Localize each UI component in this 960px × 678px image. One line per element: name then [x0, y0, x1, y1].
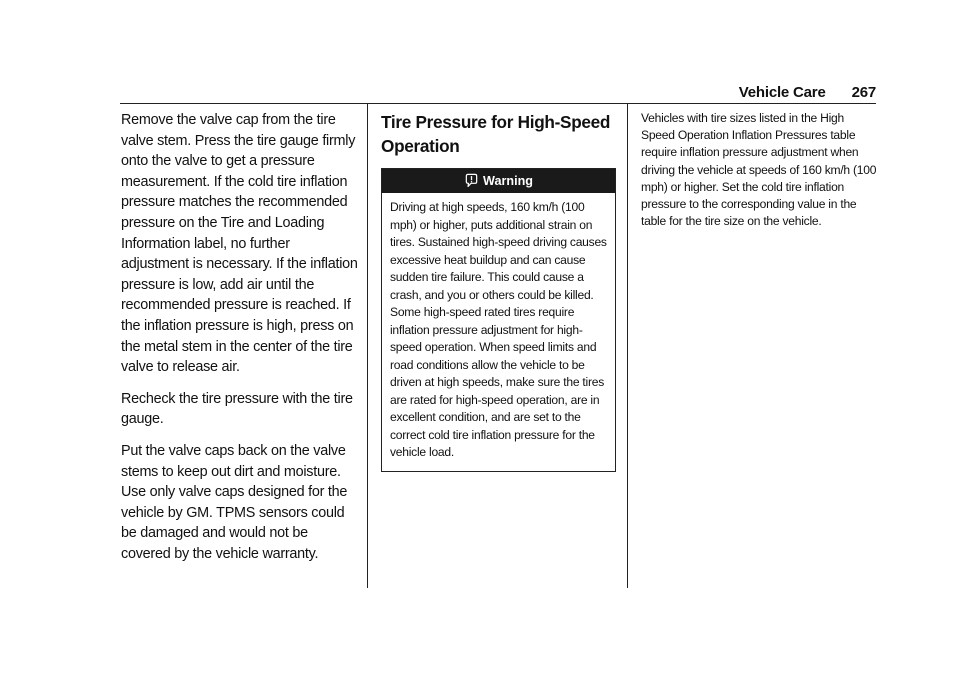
warning-text: Driving at high speeds, 160 km/h (100 mph) or higher, puts additional strain on tires. Sustained high-speed driving causes excessive heat buildup and can cause sudden tire failure. This could cause a crash, and you or others could be killed. Some high-speed rated tires require inflation pressure adjustment for high-speed operation. When speed limits and road conditions allow the vehicle to be driven at high speeds, make sure the tires are rated for high-speed operation, are in excellent condition, and are set to the correct cold tire inflation pressure for the vehicle load. — [390, 200, 607, 459]
warning-label: Warning — [483, 174, 533, 188]
paragraph-valve-caps: Put the valve caps back on the valve stems to keep out dirt and moisture. Use only valve caps designed for the vehicle by GM. TPMS sensors could be damaged and would not be covered by the vehicle warranty. — [121, 442, 348, 562]
paragraph-check-pressure: Remove the valve cap from the tire valve stem. Press the tire gauge firmly onto the valve to get a pressure measurement. If the cold tire inflation pressure matches the recommended pressure on the Tire and Loading Information label, no further adjustment is necessary. If the inflation pressure is low, add air until the recommended pressure is reached. If the inflation pressure is high, press on the metal stem in the center of the tire valve to release air. — [121, 112, 358, 376]
warning-header — [382, 169, 615, 193]
section-title: Vehicle Care — [738, 84, 826, 101]
warning-box — [381, 168, 616, 472]
paragraph-recheck: Recheck the tire pressure with the tire gauge. — [121, 390, 353, 428]
header-divider — [120, 103, 876, 104]
left-column — [121, 110, 359, 575]
column-divider-left — [367, 104, 368, 588]
page-header — [739, 84, 876, 101]
column-divider-right — [627, 104, 628, 588]
right-column — [641, 110, 879, 230]
warning-icon — [464, 173, 479, 188]
paragraph-high-speed-pressures: Vehicles with tire sizes listed in the High Speed Operation Inflation Pressures table require inflation pressure adjustment when driving the vehicle at speeds of 160 km/h (100 mph) or higher. Set the cold tire inflation pressure to the corresponding value in the table for the tire size on the vehicle. — [641, 111, 877, 229]
section-heading: Tire Pressure for High-Speed Operation — [381, 112, 611, 156]
middle-column — [381, 110, 616, 472]
page-number: 267 — [851, 84, 876, 101]
